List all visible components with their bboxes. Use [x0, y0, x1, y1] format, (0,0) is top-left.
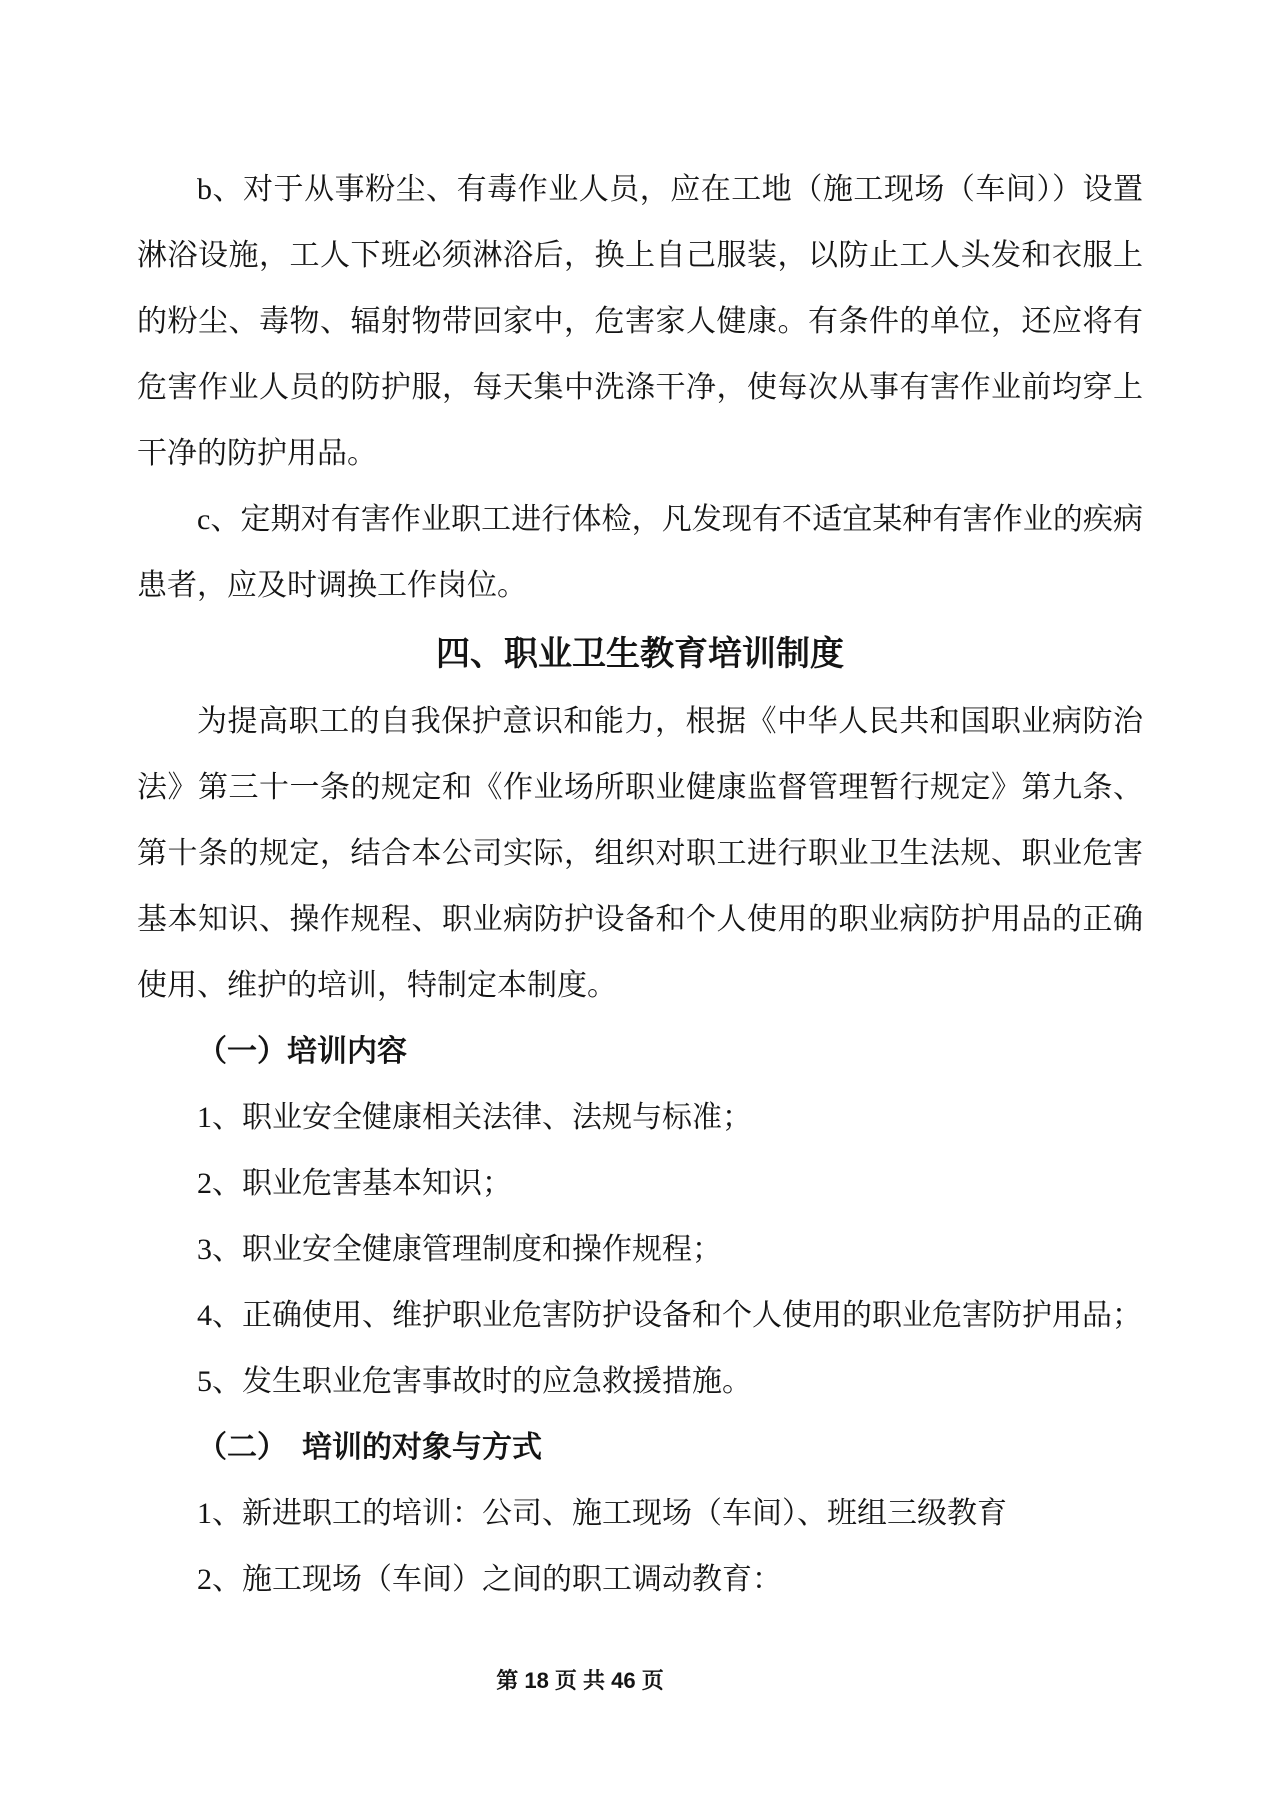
list-item: 4、正确使用、维护职业危害防护设备和个人使用的职业危害防护用品； [197, 1299, 1142, 1332]
paragraph: b、对于从事粉尘、有毒作业人员，应在工地（施工现场（车间））设置淋浴设施，工人下班必须淋浴后，换上自己服装，以防止工人头发和衣服上的粉尘、毒物、辐射物带回家中，危害家人健康。有条件的单位，还应将有危害作业人员的防护服，每天集中洗涤干净，使每次从事有害作业前均穿上干净的防护用品。 [137, 173, 1143, 470]
list-item: 2、职业危害基本知识； [197, 1167, 512, 1200]
paragraph: c、定期对有害作业职工进行体检，凡发现有不适宜某种有害作业的疾病患者，应及时调换工作岗位。 [137, 503, 1143, 602]
list-item: 1、职业安全健康相关法律、法规与标准； [197, 1101, 752, 1134]
page-footer [0, 1666, 1160, 1696]
sub-heading: （二） 培训的对象与方式 [197, 1431, 542, 1464]
list-item: 1、新进职工的培训：公司、施工现场（车间）、班组三级教育 [197, 1497, 1007, 1530]
list-item: 3、职业安全健康管理制度和操作规程； [197, 1233, 722, 1266]
paragraph: 为提高职工的自我保护意识和能力，根据《中华人民共和国职业病防治法》第三十一条的规定和《作业场所职业健康监督管理暂行规定》第九条、第十条的规定，结合本公司实际，组织对职工进行职业卫生法规、职业危害基本知识、操作规程、职业病防护设备和个人使用的职业病防护用品的正确使用、维护的培训，特制定本制度。 [137, 705, 1143, 1002]
page-number-label: 第 18 页 共 46 页 [496, 1668, 664, 1693]
list-item: 2、施工现场（车间）之间的职工调动教育： [197, 1563, 782, 1596]
document-content [137, 157, 1143, 1613]
sub-heading: （一）培训内容 [197, 1035, 407, 1068]
list-item: 5、发生职业危害事故时的应急救援措施。 [197, 1365, 752, 1398]
section-heading: 四、职业卫生教育培训制度 [436, 635, 844, 673]
